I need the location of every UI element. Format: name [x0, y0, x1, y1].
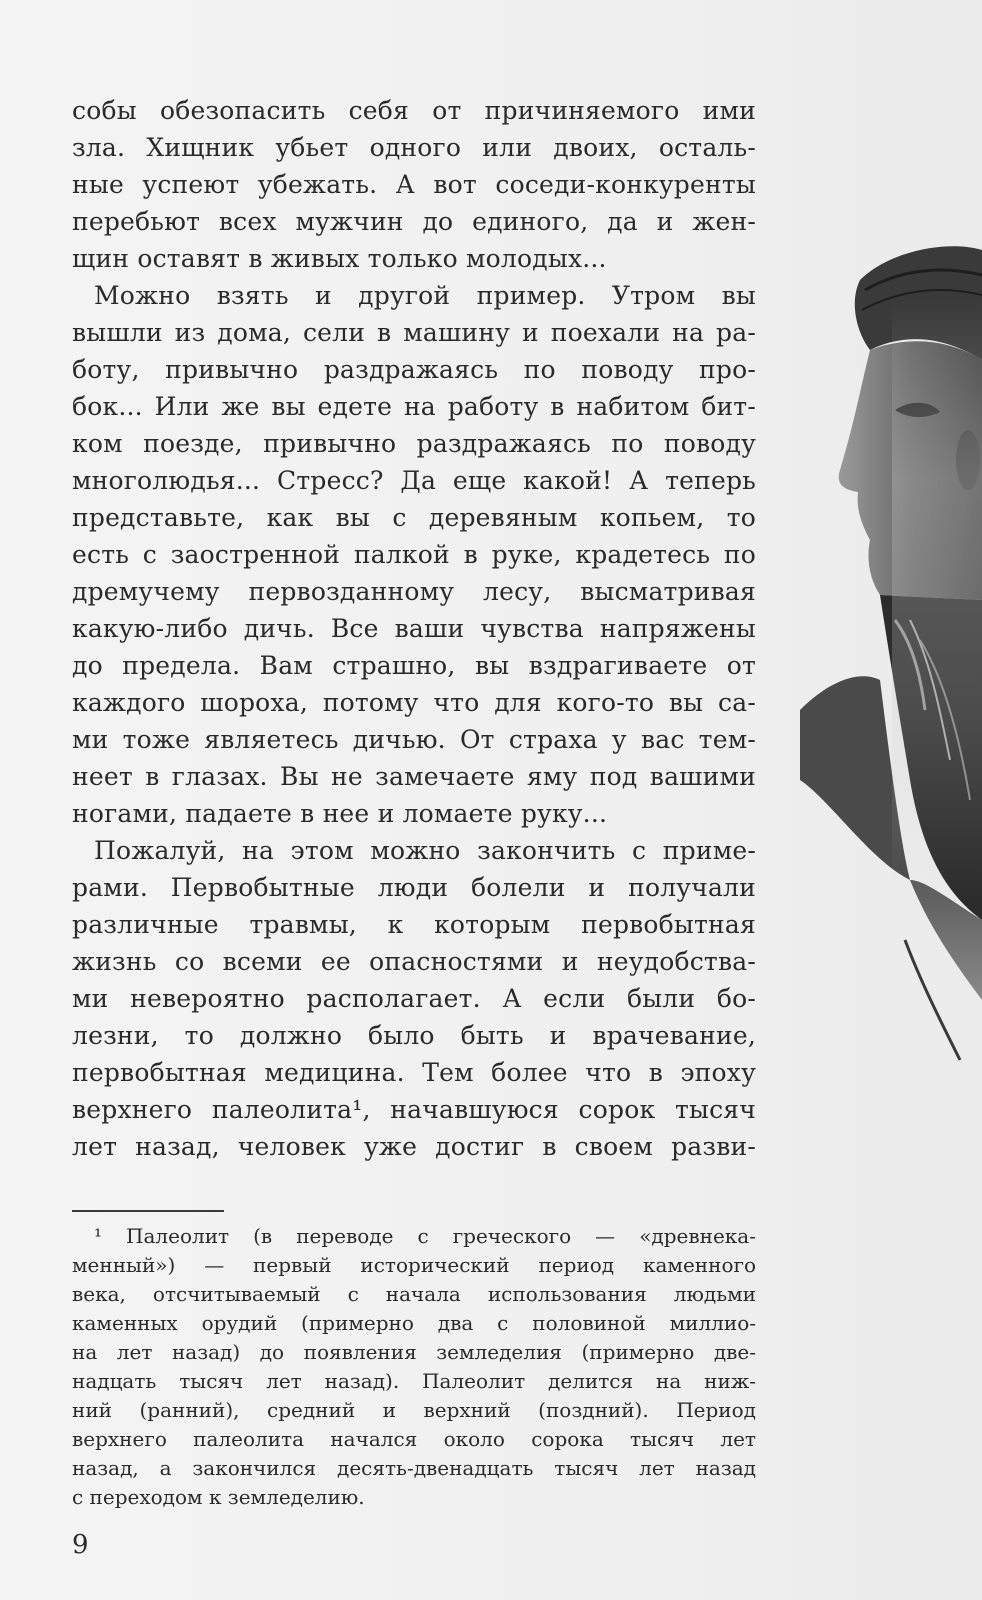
footnote-line: менный») — первый исторический период каменного	[72, 1253, 756, 1277]
page-number: 9	[72, 1530, 89, 1560]
main-text	[72, 92, 756, 1165]
footnote-divider	[72, 1210, 224, 1212]
footnote-line: ний (ранний), средний и верхний (поздний). Период	[72, 1398, 756, 1422]
text-line: лет назад, человек уже достиг в своем разви-	[72, 1132, 756, 1161]
text-line: бок... Или же вы едете на работу в набитом бит-	[72, 392, 756, 421]
footnote-line: на лет назад) до появления земледелия (примерно две-	[72, 1340, 756, 1364]
text-line: неет в глазах. Вы не замечаете яму под вашими	[72, 762, 756, 791]
text-line: представьте, как вы с деревяным копьем, то	[72, 503, 756, 532]
text-line: различные травмы, к которым первобытная	[72, 910, 756, 939]
text-line: ногами, падаете в нее и ломаете руку...	[72, 799, 608, 828]
text-line: ми невероятно располагает. А если были бо-	[72, 984, 756, 1013]
text-line: щин оставят в живых только молодых...	[72, 244, 607, 273]
text-line: до предела. Вам страшно, вы вздрагиваете от	[72, 651, 756, 680]
text-line: есть с заостренной палкой в руке, крадетесь по	[72, 540, 756, 569]
text-line: дремучему первозданному лесу, высматривая	[72, 577, 756, 606]
footnote-line: верхнего палеолита начался около сорока тысяч лет	[72, 1427, 756, 1451]
faded-background-figure	[892, 300, 982, 900]
text-line: ми тоже являетесь дичью. От страха у вас тем-	[72, 725, 756, 754]
text-line: перебьют всех мужчин до единого, да и жен-	[72, 207, 756, 236]
footnote-line: века, отсчитываемый с начала использования людьми	[72, 1282, 756, 1306]
text-line: зла. Хищник убьет одного или двоих, осталь-	[72, 133, 756, 162]
text-line: вышли из дома, сели в машину и поехали на ра-	[72, 318, 756, 347]
footnote-line: с переходом к земледелию.	[72, 1485, 365, 1509]
text-line: лезни, то должно было быть и врачевание,	[72, 1021, 756, 1050]
text-line: Можно взять и другой пример. Утром вы	[94, 281, 756, 310]
footnote-line: каменных орудий (примерно два с половиной миллио-	[72, 1311, 756, 1335]
text-line: первобытная медицина. Тем более что в эпоху	[72, 1058, 756, 1087]
text-line: ные успеют убежать. А вот соседи-конкуренты	[72, 170, 756, 199]
text-line: многолюдья... Стресс? Да еще какой! А теперь	[72, 466, 756, 495]
footnote-line: надцать тысяч лет назад). Палеолит делится на ниж-	[72, 1369, 756, 1393]
footnote-line: назад, а закончился десять-двенадцать тысяч лет назад	[72, 1456, 756, 1480]
footnote	[72, 1222, 756, 1512]
text-line: жизнь со всеми ее опасностями и неудобства-	[72, 947, 756, 976]
text-line: верхнего палеолита¹, начавшуюся сорок тысяч	[72, 1095, 756, 1124]
text-line: какую-либо дичь. Все ваши чувства напряжены	[72, 614, 756, 643]
footnote-line: ¹ Палеолит (в переводе с греческого — «древнека-	[94, 1224, 756, 1248]
text-line: Пожалуй, на этом можно закончить с приме-	[94, 836, 756, 865]
engraving-illustration	[800, 240, 982, 1140]
text-line: рами. Первобытные люди болели и получали	[72, 873, 756, 902]
text-line: собы обезопасить себя от причиняемого ими	[72, 96, 756, 125]
text-line: каждого шороха, потому что для кого-то вы са-	[72, 688, 756, 717]
text-line: ком поезде, привычно раздражаясь по поводу	[72, 429, 756, 458]
text-line: боту, привычно раздражаясь по поводу про-	[72, 355, 756, 384]
